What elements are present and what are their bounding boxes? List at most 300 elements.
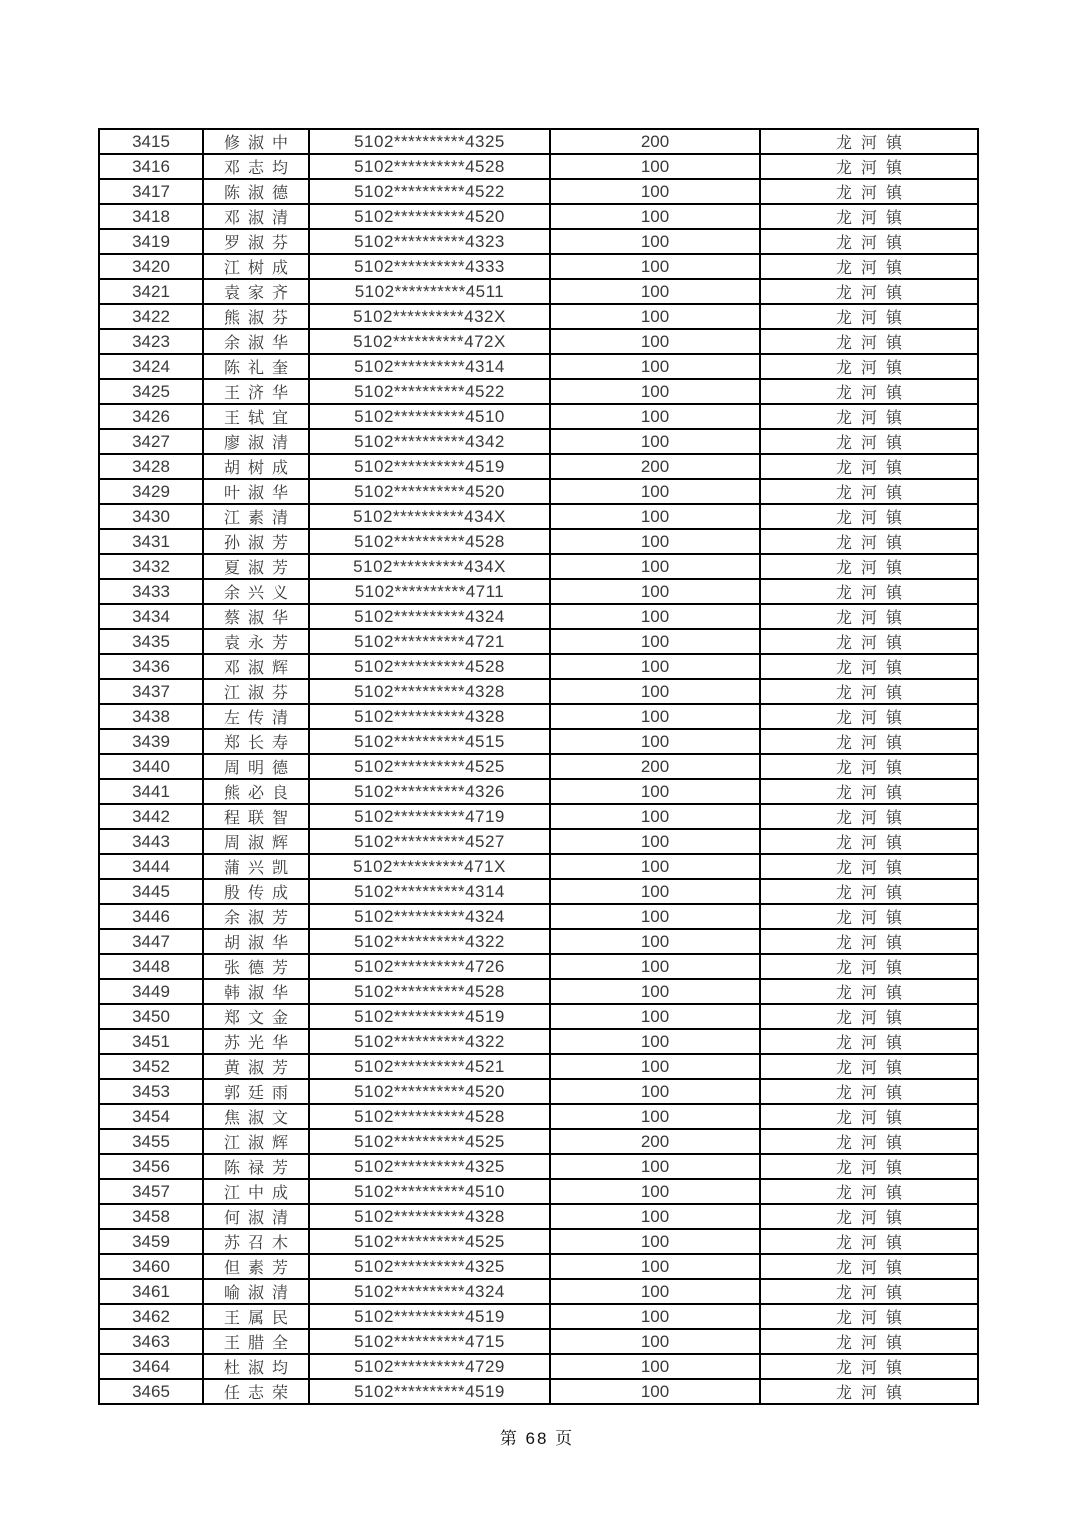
masked-id-cell: 5102**********4520 bbox=[309, 1079, 550, 1104]
amount-cell: 100 bbox=[550, 504, 760, 529]
masked-id-cell: 5102**********472X bbox=[309, 329, 550, 354]
row-number-cell: 3428 bbox=[99, 454, 203, 479]
town-cell: 龙河镇 bbox=[760, 1179, 978, 1204]
row-number-cell: 3465 bbox=[99, 1379, 203, 1404]
masked-id-cell: 5102**********4328 bbox=[309, 1204, 550, 1229]
person-name-cell: 江淑芬 bbox=[203, 679, 309, 704]
town-cell: 龙河镇 bbox=[760, 679, 978, 704]
masked-id-cell: 5102**********4510 bbox=[309, 1179, 550, 1204]
person-name-cell: 江素清 bbox=[203, 504, 309, 529]
town-cell: 龙河镇 bbox=[760, 579, 978, 604]
town-cell: 龙河镇 bbox=[760, 804, 978, 829]
row-number-cell: 3419 bbox=[99, 229, 203, 254]
row-number-cell: 3426 bbox=[99, 404, 203, 429]
town-cell: 龙河镇 bbox=[760, 379, 978, 404]
row-number-cell: 3446 bbox=[99, 904, 203, 929]
amount-cell: 100 bbox=[550, 1179, 760, 1204]
masked-id-cell: 5102**********4525 bbox=[309, 1129, 550, 1154]
town-cell: 龙河镇 bbox=[760, 829, 978, 854]
amount-cell: 100 bbox=[550, 279, 760, 304]
row-number-cell: 3436 bbox=[99, 654, 203, 679]
masked-id-cell: 5102**********4314 bbox=[309, 879, 550, 904]
person-name-cell: 任志荣 bbox=[203, 1379, 309, 1404]
town-cell: 龙河镇 bbox=[760, 129, 978, 154]
person-name-cell: 陈礼奎 bbox=[203, 354, 309, 379]
table-row bbox=[99, 404, 978, 429]
town-cell: 龙河镇 bbox=[760, 754, 978, 779]
amount-cell: 100 bbox=[550, 1304, 760, 1329]
table-row bbox=[99, 929, 978, 954]
masked-id-cell: 5102**********4521 bbox=[309, 1054, 550, 1079]
amount-cell: 100 bbox=[550, 1229, 760, 1254]
masked-id-cell: 5102**********4328 bbox=[309, 679, 550, 704]
person-name-cell: 江树成 bbox=[203, 254, 309, 279]
masked-id-cell: 5102**********4322 bbox=[309, 1029, 550, 1054]
person-name-cell: 喻淑清 bbox=[203, 1279, 309, 1304]
person-name-cell: 邓淑清 bbox=[203, 204, 309, 229]
amount-cell: 100 bbox=[550, 529, 760, 554]
person-name-cell: 陈禄芳 bbox=[203, 1154, 309, 1179]
masked-id-cell: 5102**********4715 bbox=[309, 1329, 550, 1354]
row-number-cell: 3438 bbox=[99, 704, 203, 729]
table-row bbox=[99, 204, 978, 229]
town-cell: 龙河镇 bbox=[760, 779, 978, 804]
town-cell: 龙河镇 bbox=[760, 954, 978, 979]
town-cell: 龙河镇 bbox=[760, 629, 978, 654]
masked-id-cell: 5102**********4711 bbox=[309, 579, 550, 604]
town-cell: 龙河镇 bbox=[760, 854, 978, 879]
amount-cell: 100 bbox=[550, 229, 760, 254]
table-row bbox=[99, 479, 978, 504]
person-name-cell: 余淑芳 bbox=[203, 904, 309, 929]
masked-id-cell: 5102**********4324 bbox=[309, 904, 550, 929]
amount-cell: 100 bbox=[550, 954, 760, 979]
row-number-cell: 3449 bbox=[99, 979, 203, 1004]
masked-id-cell: 5102**********4528 bbox=[309, 654, 550, 679]
masked-id-cell: 5102**********4522 bbox=[309, 379, 550, 404]
person-name-cell: 王济华 bbox=[203, 379, 309, 404]
row-number-cell: 3432 bbox=[99, 554, 203, 579]
row-number-cell: 3455 bbox=[99, 1129, 203, 1154]
table-row bbox=[99, 729, 978, 754]
person-name-cell: 周明德 bbox=[203, 754, 309, 779]
masked-id-cell: 5102**********4325 bbox=[309, 129, 550, 154]
table-row bbox=[99, 1304, 978, 1329]
amount-cell: 100 bbox=[550, 1029, 760, 1054]
amount-cell: 100 bbox=[550, 204, 760, 229]
row-number-cell: 3429 bbox=[99, 479, 203, 504]
town-cell: 龙河镇 bbox=[760, 354, 978, 379]
town-cell: 龙河镇 bbox=[760, 604, 978, 629]
person-name-cell: 胡淑华 bbox=[203, 929, 309, 954]
amount-cell: 100 bbox=[550, 679, 760, 704]
row-number-cell: 3422 bbox=[99, 304, 203, 329]
table-row bbox=[99, 1154, 978, 1179]
masked-id-cell: 5102**********4719 bbox=[309, 804, 550, 829]
town-cell: 龙河镇 bbox=[760, 154, 978, 179]
masked-id-cell: 5102**********4729 bbox=[309, 1354, 550, 1379]
person-name-cell: 郑文金 bbox=[203, 1004, 309, 1029]
town-cell: 龙河镇 bbox=[760, 304, 978, 329]
masked-id-cell: 5102**********4515 bbox=[309, 729, 550, 754]
row-number-cell: 3442 bbox=[99, 804, 203, 829]
masked-id-cell: 5102**********4525 bbox=[309, 1229, 550, 1254]
town-cell: 龙河镇 bbox=[760, 1104, 978, 1129]
person-name-cell: 邓淑辉 bbox=[203, 654, 309, 679]
masked-id-cell: 5102**********4322 bbox=[309, 929, 550, 954]
row-number-cell: 3423 bbox=[99, 329, 203, 354]
amount-cell: 200 bbox=[550, 1129, 760, 1154]
person-name-cell: 江淑辉 bbox=[203, 1129, 309, 1154]
amount-cell: 200 bbox=[550, 129, 760, 154]
row-number-cell: 3425 bbox=[99, 379, 203, 404]
table-row bbox=[99, 1254, 978, 1279]
person-name-cell: 黄淑芳 bbox=[203, 1054, 309, 1079]
town-cell: 龙河镇 bbox=[760, 904, 978, 929]
person-name-cell: 苏召木 bbox=[203, 1229, 309, 1254]
table-row bbox=[99, 629, 978, 654]
amount-cell: 100 bbox=[550, 354, 760, 379]
person-name-cell: 王腊全 bbox=[203, 1329, 309, 1354]
row-number-cell: 3462 bbox=[99, 1304, 203, 1329]
amount-cell: 100 bbox=[550, 1279, 760, 1304]
town-cell: 龙河镇 bbox=[760, 1129, 978, 1154]
amount-cell: 100 bbox=[550, 329, 760, 354]
amount-cell: 100 bbox=[550, 1354, 760, 1379]
row-number-cell: 3463 bbox=[99, 1329, 203, 1354]
person-name-cell: 熊淑芬 bbox=[203, 304, 309, 329]
table-row bbox=[99, 754, 978, 779]
person-name-cell: 殷传成 bbox=[203, 879, 309, 904]
town-cell: 龙河镇 bbox=[760, 1154, 978, 1179]
table-row bbox=[99, 304, 978, 329]
masked-id-cell: 5102**********434X bbox=[309, 504, 550, 529]
row-number-cell: 3459 bbox=[99, 1229, 203, 1254]
masked-id-cell: 5102**********4511 bbox=[309, 279, 550, 304]
row-number-cell: 3434 bbox=[99, 604, 203, 629]
person-name-cell: 左传清 bbox=[203, 704, 309, 729]
table-row bbox=[99, 229, 978, 254]
town-cell: 龙河镇 bbox=[760, 1379, 978, 1404]
row-number-cell: 3464 bbox=[99, 1354, 203, 1379]
table-row bbox=[99, 1054, 978, 1079]
person-name-cell: 郑长寿 bbox=[203, 729, 309, 754]
table-row bbox=[99, 179, 978, 204]
row-number-cell: 3443 bbox=[99, 829, 203, 854]
table-row bbox=[99, 654, 978, 679]
table-row bbox=[99, 1004, 978, 1029]
amount-cell: 100 bbox=[550, 1154, 760, 1179]
row-number-cell: 3440 bbox=[99, 754, 203, 779]
table-row bbox=[99, 954, 978, 979]
person-name-cell: 苏光华 bbox=[203, 1029, 309, 1054]
amount-cell: 100 bbox=[550, 729, 760, 754]
row-number-cell: 3452 bbox=[99, 1054, 203, 1079]
person-name-cell: 胡树成 bbox=[203, 454, 309, 479]
town-cell: 龙河镇 bbox=[760, 1054, 978, 1079]
table-row bbox=[99, 854, 978, 879]
table-row bbox=[99, 354, 978, 379]
row-number-cell: 3453 bbox=[99, 1079, 203, 1104]
town-cell: 龙河镇 bbox=[760, 404, 978, 429]
amount-cell: 100 bbox=[550, 1104, 760, 1129]
masked-id-cell: 5102**********4528 bbox=[309, 529, 550, 554]
masked-id-cell: 5102**********4528 bbox=[309, 979, 550, 1004]
row-number-cell: 3430 bbox=[99, 504, 203, 529]
row-number-cell: 3457 bbox=[99, 1179, 203, 1204]
person-name-cell: 杜淑均 bbox=[203, 1354, 309, 1379]
table-row bbox=[99, 529, 978, 554]
table-row bbox=[99, 1029, 978, 1054]
masked-id-cell: 5102**********434X bbox=[309, 554, 550, 579]
amount-cell: 200 bbox=[550, 454, 760, 479]
town-cell: 龙河镇 bbox=[760, 229, 978, 254]
masked-id-cell: 5102**********4325 bbox=[309, 1254, 550, 1279]
row-number-cell: 3439 bbox=[99, 729, 203, 754]
town-cell: 龙河镇 bbox=[760, 729, 978, 754]
amount-cell: 100 bbox=[550, 829, 760, 854]
masked-id-cell: 5102**********4323 bbox=[309, 229, 550, 254]
row-number-cell: 3460 bbox=[99, 1254, 203, 1279]
amount-cell: 100 bbox=[550, 604, 760, 629]
town-cell: 龙河镇 bbox=[760, 554, 978, 579]
row-number-cell: 3415 bbox=[99, 129, 203, 154]
amount-cell: 200 bbox=[550, 754, 760, 779]
amount-cell: 100 bbox=[550, 904, 760, 929]
row-number-cell: 3458 bbox=[99, 1204, 203, 1229]
masked-id-cell: 5102**********4519 bbox=[309, 1004, 550, 1029]
row-number-cell: 3435 bbox=[99, 629, 203, 654]
amount-cell: 100 bbox=[550, 154, 760, 179]
masked-id-cell: 5102**********4324 bbox=[309, 604, 550, 629]
amount-cell: 100 bbox=[550, 804, 760, 829]
amount-cell: 100 bbox=[550, 304, 760, 329]
person-name-cell: 蒲兴凯 bbox=[203, 854, 309, 879]
masked-id-cell: 5102**********4528 bbox=[309, 1104, 550, 1129]
person-name-cell: 郭廷雨 bbox=[203, 1079, 309, 1104]
masked-id-cell: 5102**********4519 bbox=[309, 1304, 550, 1329]
amount-cell: 100 bbox=[550, 1329, 760, 1354]
person-name-cell: 袁家齐 bbox=[203, 279, 309, 304]
person-name-cell: 余淑华 bbox=[203, 329, 309, 354]
table-row bbox=[99, 1379, 978, 1404]
table-row bbox=[99, 879, 978, 904]
table-row bbox=[99, 504, 978, 529]
table-row bbox=[99, 1354, 978, 1379]
table-row bbox=[99, 979, 978, 1004]
person-name-cell: 周淑辉 bbox=[203, 829, 309, 854]
masked-id-cell: 5102**********4726 bbox=[309, 954, 550, 979]
masked-id-cell: 5102**********4528 bbox=[309, 154, 550, 179]
table-row bbox=[99, 604, 978, 629]
table-row bbox=[99, 329, 978, 354]
table-row bbox=[99, 154, 978, 179]
row-number-cell: 3433 bbox=[99, 579, 203, 604]
town-cell: 龙河镇 bbox=[760, 504, 978, 529]
masked-id-cell: 5102**********432X bbox=[309, 304, 550, 329]
row-number-cell: 3451 bbox=[99, 1029, 203, 1054]
amount-cell: 100 bbox=[550, 854, 760, 879]
row-number-cell: 3427 bbox=[99, 429, 203, 454]
amount-cell: 100 bbox=[550, 979, 760, 1004]
amount-cell: 100 bbox=[550, 554, 760, 579]
row-number-cell: 3454 bbox=[99, 1104, 203, 1129]
row-number-cell: 3450 bbox=[99, 1004, 203, 1029]
person-name-cell: 何淑清 bbox=[203, 1204, 309, 1229]
row-number-cell: 3418 bbox=[99, 204, 203, 229]
masked-id-cell: 5102**********4314 bbox=[309, 354, 550, 379]
table-row bbox=[99, 1129, 978, 1154]
person-name-cell: 余兴义 bbox=[203, 579, 309, 604]
table-row bbox=[99, 579, 978, 604]
table-row bbox=[99, 1179, 978, 1204]
amount-cell: 100 bbox=[550, 579, 760, 604]
town-cell: 龙河镇 bbox=[760, 454, 978, 479]
amount-cell: 100 bbox=[550, 479, 760, 504]
row-number-cell: 3447 bbox=[99, 929, 203, 954]
town-cell: 龙河镇 bbox=[760, 979, 978, 1004]
person-name-cell: 程联智 bbox=[203, 804, 309, 829]
person-name-cell: 孙淑芳 bbox=[203, 529, 309, 554]
amount-cell: 100 bbox=[550, 1254, 760, 1279]
amount-cell: 100 bbox=[550, 429, 760, 454]
row-number-cell: 3444 bbox=[99, 854, 203, 879]
person-name-cell: 张德芳 bbox=[203, 954, 309, 979]
row-number-cell: 3424 bbox=[99, 354, 203, 379]
amount-cell: 100 bbox=[550, 379, 760, 404]
masked-id-cell: 5102**********4326 bbox=[309, 779, 550, 804]
amount-cell: 100 bbox=[550, 879, 760, 904]
masked-id-cell: 5102**********4510 bbox=[309, 404, 550, 429]
town-cell: 龙河镇 bbox=[760, 1354, 978, 1379]
town-cell: 龙河镇 bbox=[760, 479, 978, 504]
town-cell: 龙河镇 bbox=[760, 254, 978, 279]
amount-cell: 100 bbox=[550, 1004, 760, 1029]
amount-cell: 100 bbox=[550, 654, 760, 679]
person-name-cell: 邓志均 bbox=[203, 154, 309, 179]
row-number-cell: 3417 bbox=[99, 179, 203, 204]
person-name-cell: 王轼宜 bbox=[203, 404, 309, 429]
amount-cell: 100 bbox=[550, 1054, 760, 1079]
town-cell: 龙河镇 bbox=[760, 1204, 978, 1229]
row-number-cell: 3445 bbox=[99, 879, 203, 904]
masked-id-cell: 5102**********4324 bbox=[309, 1279, 550, 1304]
table-row bbox=[99, 904, 978, 929]
town-cell: 龙河镇 bbox=[760, 879, 978, 904]
table-row bbox=[99, 554, 978, 579]
table-row bbox=[99, 804, 978, 829]
row-number-cell: 3456 bbox=[99, 1154, 203, 1179]
table-row bbox=[99, 254, 978, 279]
table-row bbox=[99, 129, 978, 154]
amount-cell: 100 bbox=[550, 1379, 760, 1404]
masked-id-cell: 5102**********4325 bbox=[309, 1154, 550, 1179]
town-cell: 龙河镇 bbox=[760, 929, 978, 954]
masked-id-cell: 5102**********4525 bbox=[309, 754, 550, 779]
masked-id-cell: 5102**********4328 bbox=[309, 704, 550, 729]
town-cell: 龙河镇 bbox=[760, 1279, 978, 1304]
table-row bbox=[99, 1329, 978, 1354]
person-name-cell: 袁永芳 bbox=[203, 629, 309, 654]
table-row bbox=[99, 1079, 978, 1104]
person-name-cell: 夏淑芳 bbox=[203, 554, 309, 579]
masked-id-cell: 5102**********4520 bbox=[309, 479, 550, 504]
person-name-cell: 叶淑华 bbox=[203, 479, 309, 504]
page-number-footer: 第 68 页 bbox=[499, 1429, 575, 1448]
town-cell: 龙河镇 bbox=[760, 1229, 978, 1254]
person-name-cell: 焦淑文 bbox=[203, 1104, 309, 1129]
person-name-cell: 陈淑德 bbox=[203, 179, 309, 204]
person-name-cell: 王属民 bbox=[203, 1304, 309, 1329]
table-row bbox=[99, 679, 978, 704]
masked-id-cell: 5102**********4527 bbox=[309, 829, 550, 854]
table-row bbox=[99, 454, 978, 479]
row-number-cell: 3437 bbox=[99, 679, 203, 704]
table-row bbox=[99, 779, 978, 804]
table-row bbox=[99, 279, 978, 304]
payment-roster-table bbox=[98, 128, 979, 1405]
town-cell: 龙河镇 bbox=[760, 1004, 978, 1029]
person-name-cell: 韩淑华 bbox=[203, 979, 309, 1004]
row-number-cell: 3416 bbox=[99, 154, 203, 179]
person-name-cell: 罗淑芬 bbox=[203, 229, 309, 254]
person-name-cell: 修淑中 bbox=[203, 129, 309, 154]
town-cell: 龙河镇 bbox=[760, 1304, 978, 1329]
table-row bbox=[99, 1279, 978, 1304]
row-number-cell: 3441 bbox=[99, 779, 203, 804]
person-name-cell: 但素芳 bbox=[203, 1254, 309, 1279]
table-body bbox=[99, 129, 978, 1404]
masked-id-cell: 5102**********4721 bbox=[309, 629, 550, 654]
town-cell: 龙河镇 bbox=[760, 529, 978, 554]
amount-cell: 100 bbox=[550, 929, 760, 954]
masked-id-cell: 5102**********4342 bbox=[309, 429, 550, 454]
table-row bbox=[99, 829, 978, 854]
table-row bbox=[99, 704, 978, 729]
person-name-cell: 熊必良 bbox=[203, 779, 309, 804]
masked-id-cell: 5102**********4520 bbox=[309, 204, 550, 229]
town-cell: 龙河镇 bbox=[760, 179, 978, 204]
town-cell: 龙河镇 bbox=[760, 704, 978, 729]
amount-cell: 100 bbox=[550, 179, 760, 204]
table-row bbox=[99, 1204, 978, 1229]
table-row bbox=[99, 379, 978, 404]
row-number-cell: 3461 bbox=[99, 1279, 203, 1304]
town-cell: 龙河镇 bbox=[760, 329, 978, 354]
amount-cell: 100 bbox=[550, 254, 760, 279]
person-name-cell: 江中成 bbox=[203, 1179, 309, 1204]
town-cell: 龙河镇 bbox=[760, 279, 978, 304]
amount-cell: 100 bbox=[550, 629, 760, 654]
row-number-cell: 3421 bbox=[99, 279, 203, 304]
amount-cell: 100 bbox=[550, 704, 760, 729]
table-row bbox=[99, 1104, 978, 1129]
row-number-cell: 3420 bbox=[99, 254, 203, 279]
amount-cell: 100 bbox=[550, 1204, 760, 1229]
masked-id-cell: 5102**********471X bbox=[309, 854, 550, 879]
town-cell: 龙河镇 bbox=[760, 1079, 978, 1104]
amount-cell: 100 bbox=[550, 1079, 760, 1104]
person-name-cell: 蔡淑华 bbox=[203, 604, 309, 629]
person-name-cell: 廖淑清 bbox=[203, 429, 309, 454]
town-cell: 龙河镇 bbox=[760, 204, 978, 229]
town-cell: 龙河镇 bbox=[760, 429, 978, 454]
table-row bbox=[99, 429, 978, 454]
masked-id-cell: 5102**********4519 bbox=[309, 454, 550, 479]
row-number-cell: 3431 bbox=[99, 529, 203, 554]
town-cell: 龙河镇 bbox=[760, 654, 978, 679]
town-cell: 龙河镇 bbox=[760, 1254, 978, 1279]
